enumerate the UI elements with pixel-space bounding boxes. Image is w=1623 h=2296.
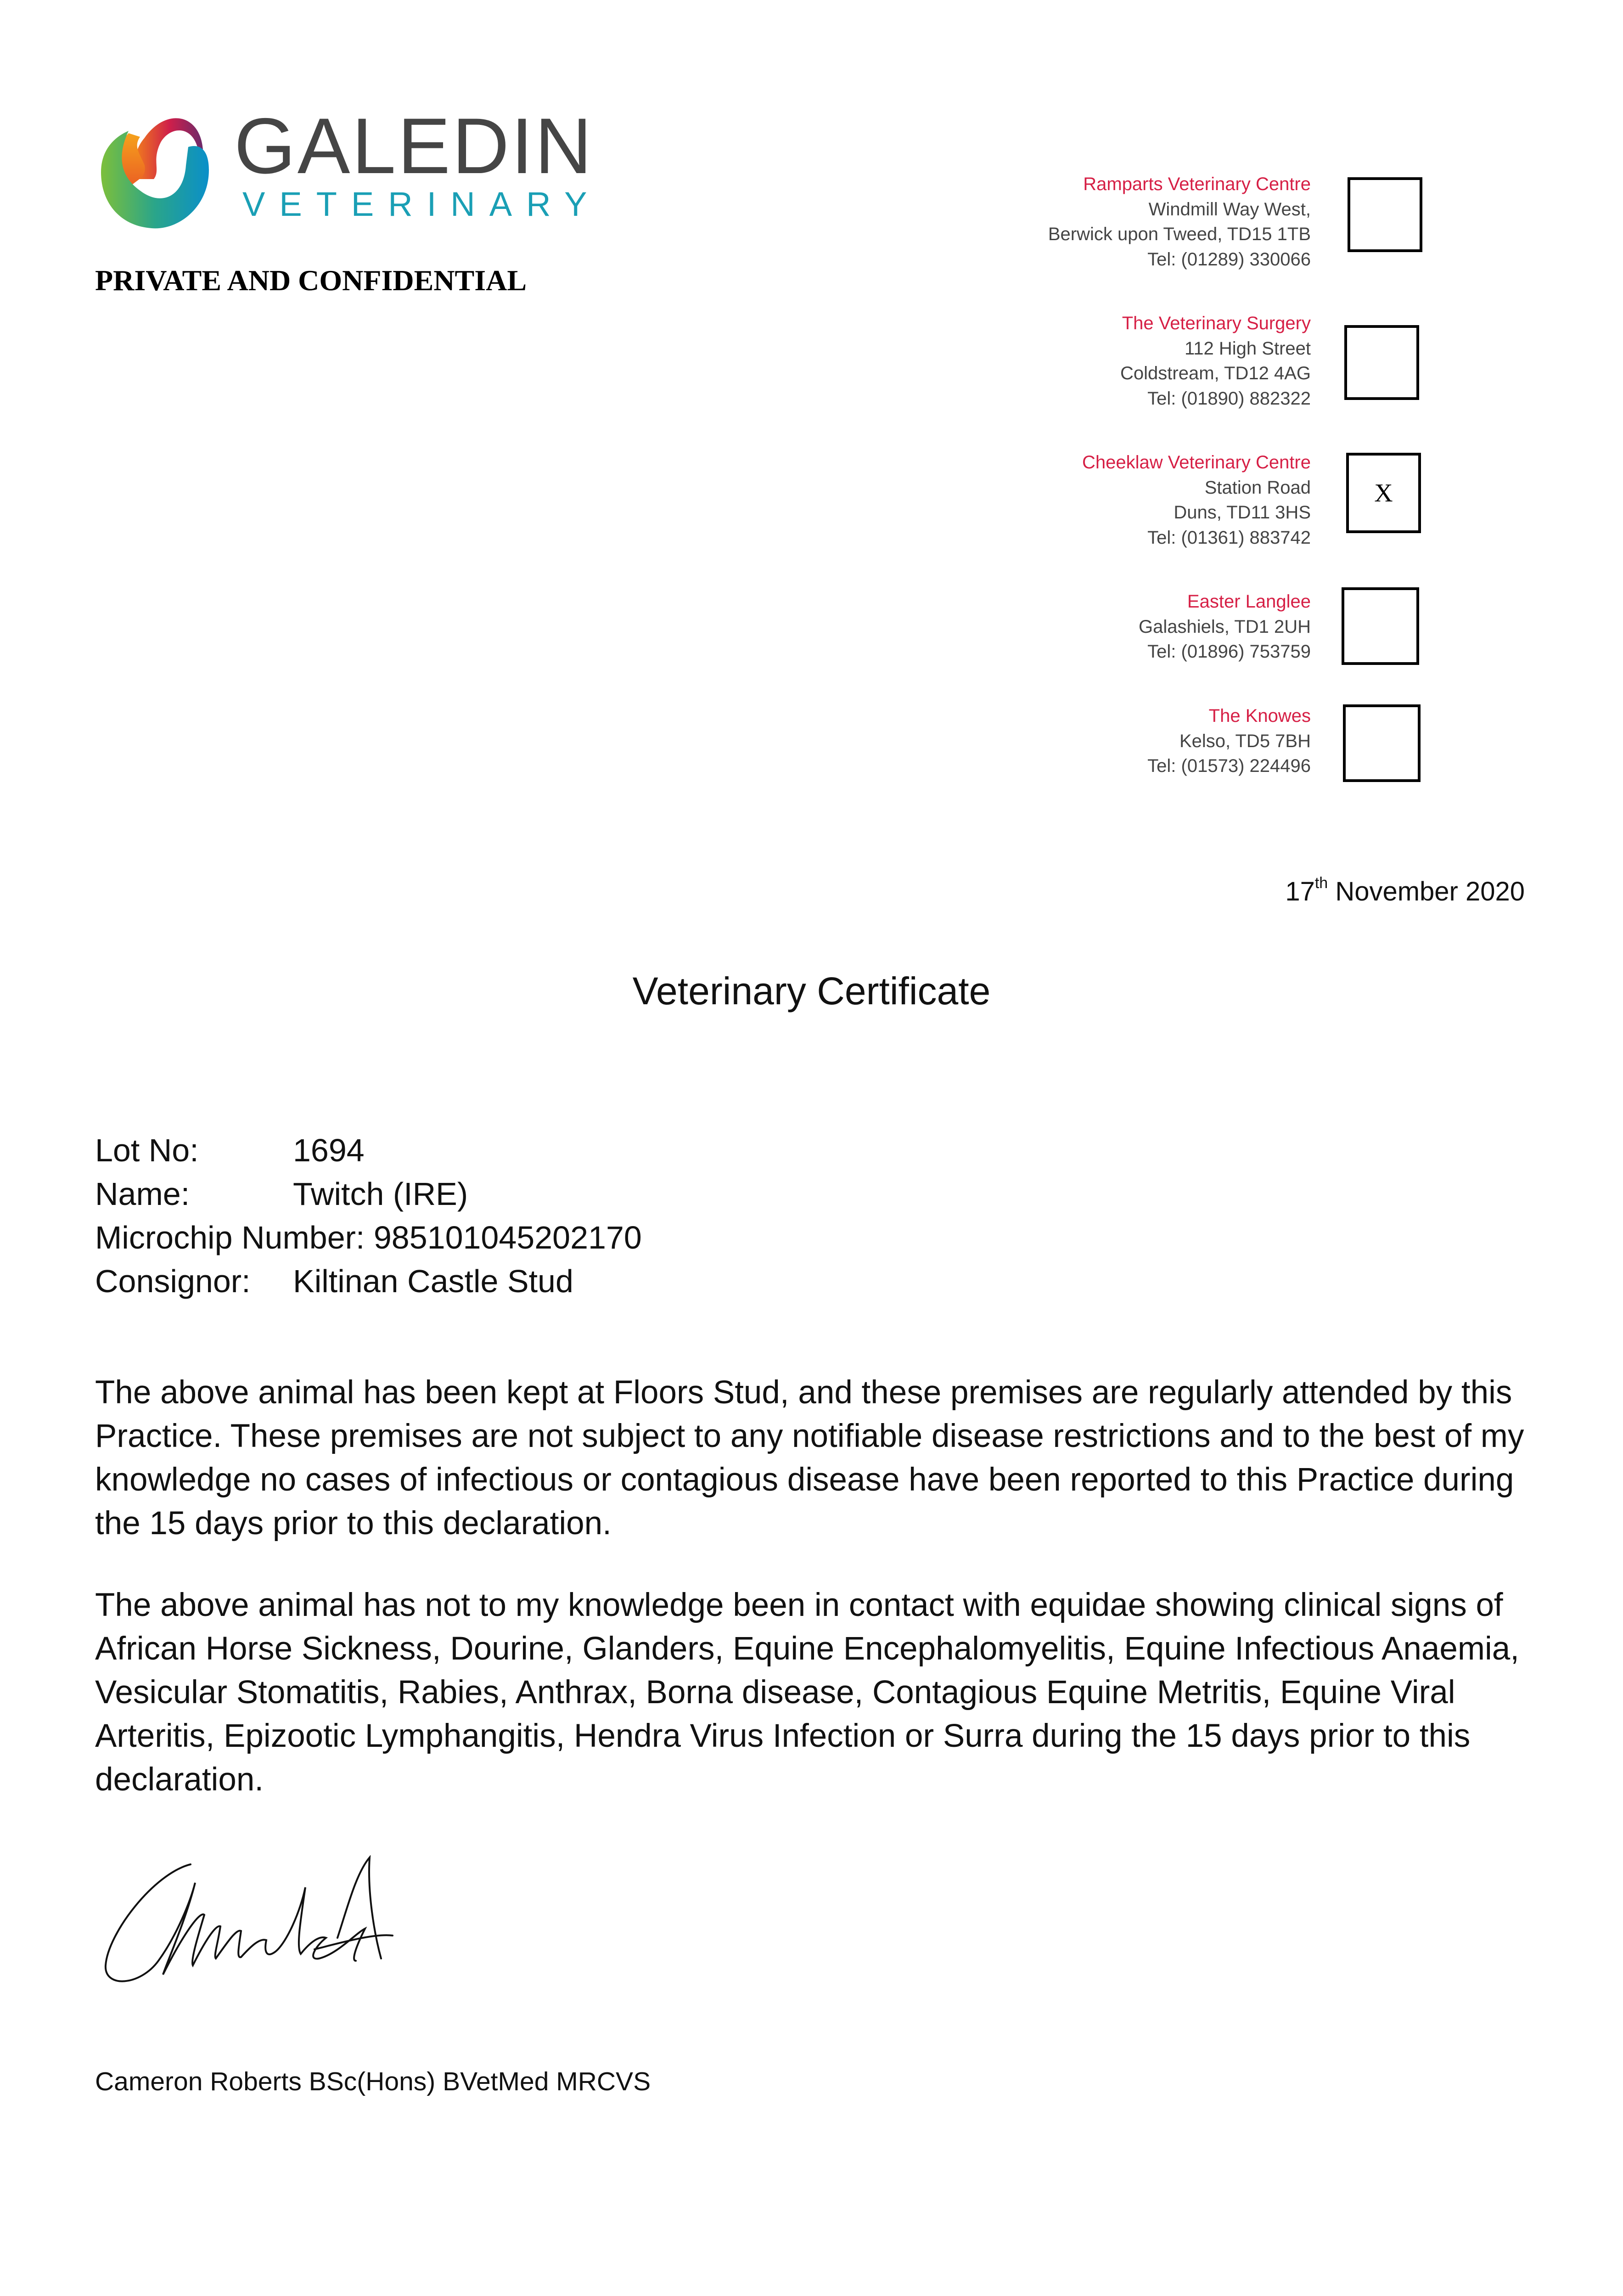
date-month-year: November 2020 [1335, 877, 1525, 906]
address-line: Windmill Way West, [1148, 199, 1311, 219]
practice-name: Ramparts Veterinary Centre [1083, 174, 1311, 194]
date-suffix: th [1314, 874, 1328, 892]
address-line: 112 High Street [1185, 338, 1311, 359]
field-microchip [95, 1221, 642, 1254]
practice-checkbox-cheeklaw[interactable]: X [1346, 453, 1421, 533]
page-title: Veterinary Certificate [632, 969, 991, 1013]
field-consignor [95, 1263, 573, 1299]
address-line: Kelso, TD5 7BH [1179, 731, 1311, 751]
field-value: 985101045202170 [373, 1220, 642, 1255]
field-value: Twitch (IRE) [293, 1176, 468, 1212]
practice-address-veterinary-surgery [1120, 311, 1311, 411]
address-line: Tel: (01289) 330066 [1147, 249, 1311, 270]
signatory-name: Cameron Roberts BSc(Hons) BVetMed MRCVS [95, 2067, 651, 2096]
field-lot-no [95, 1132, 365, 1168]
field-label: Name: [95, 1176, 190, 1212]
field-name [95, 1176, 468, 1212]
practice-checkbox-veterinary-surgery[interactable] [1344, 325, 1419, 400]
address-line: Berwick upon Tweed, TD15 1TB [1048, 224, 1311, 244]
address-line: Station Road [1204, 477, 1311, 498]
field-label: Lot No: [95, 1132, 199, 1168]
practice-checkbox-the-knowes[interactable] [1343, 704, 1421, 782]
practice-name: Cheeklaw Veterinary Centre [1082, 452, 1311, 473]
address-line: Tel: (01361) 883742 [1147, 527, 1311, 548]
address-line: Galashiels, TD1 2UH [1139, 616, 1311, 637]
practice-address-ramparts [1048, 172, 1311, 272]
address-line: Coldstream, TD12 4AG [1120, 363, 1311, 383]
certificate-date [1285, 876, 1525, 907]
field-label: Microchip Number: [95, 1220, 365, 1255]
field-label: Consignor: [95, 1263, 251, 1299]
address-line: Tel: (01896) 753759 [1147, 642, 1311, 662]
practice-name: Easter Langlee [1187, 591, 1311, 612]
field-value: 1694 [293, 1132, 365, 1168]
practice-checkbox-ramparts[interactable] [1348, 177, 1422, 252]
practice-address-easter-langlee [1139, 589, 1311, 664]
practice-name: The Veterinary Surgery [1122, 313, 1311, 333]
practice-name: The Knowes [1208, 706, 1311, 726]
practice-address-the-knowes [1147, 703, 1311, 779]
declaration-paragraph-premises: The above animal has been kept at Floors Stud, and these premises are regularly attended by this Practice. These premises are not subject to any notifiable disease restrictions and to the best of my knowledge no cases of infectious or contagious disease have been reported to this Practice during the 15 days prior to this declaration. [95, 1374, 1524, 1542]
field-value: Kiltinan Castle Stud [293, 1263, 573, 1299]
declaration-paragraph-contact: The above animal has not to my knowledge been in contact with equidae showing clinical signs of African Horse Sickness, Dourine, Glanders, Equine Encephalomyelitis, Equine Infectious Anaemia, Vesicular Stomatitis, Rabies, Anthrax, Borna disease, Contagious Equine Metritis, Equine Viral Arteritis, Epizootic Lymphangitis, Hendra Virus Infection or Surra during the 15 days prior to this declaration. [95, 1587, 1519, 1798]
confidential-heading: PRIVATE AND CONFIDENTIAL [95, 264, 527, 297]
date-day: 17 [1285, 877, 1315, 906]
practice-address-cheeklaw [1082, 450, 1311, 550]
address-line: Duns, TD11 3HS [1174, 502, 1311, 523]
practice-checkbox-easter-langlee[interactable] [1342, 587, 1419, 665]
address-line: Tel: (01573) 224496 [1147, 756, 1311, 776]
logo-wordmark: GALEDIN [234, 102, 594, 190]
logo-tagline: VETERINARY [242, 185, 601, 223]
signature-icon [99, 1855, 402, 1988]
address-line: Tel: (01890) 882322 [1147, 388, 1311, 409]
